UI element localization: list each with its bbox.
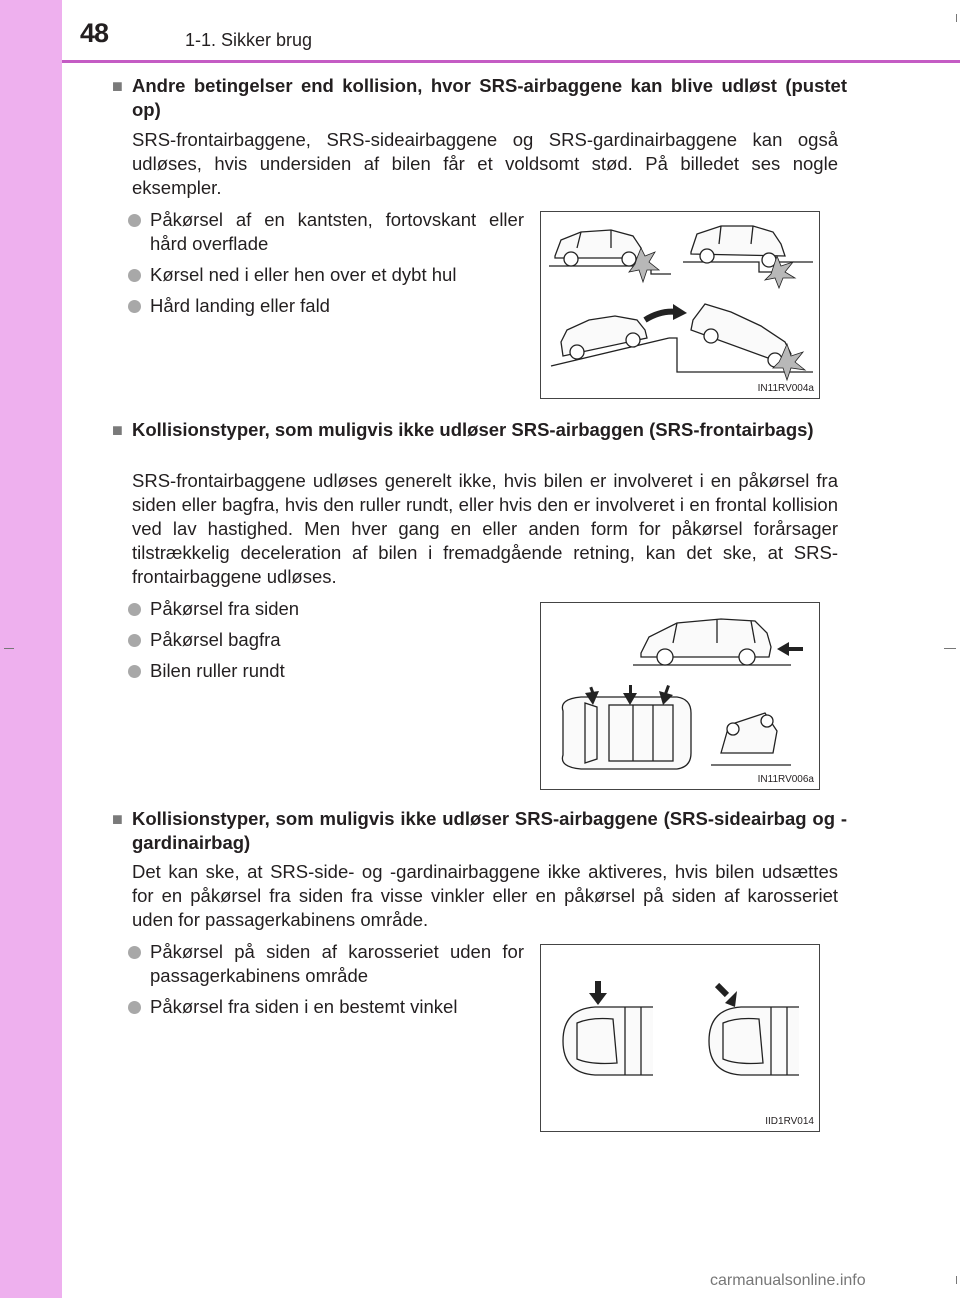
heading-square-icon: ■: [112, 76, 123, 96]
section-paragraph: SRS-frontairbaggene, SRS-sideairbaggene og SRS-gardinairbaggene kan også udløses, hvis undersiden af bilen får et voldsomt stød. På billedet ses nogle eksempler.: [132, 129, 838, 198]
figure-id: IN11RV004a: [757, 383, 814, 394]
crop-mark: [4, 648, 14, 649]
bullet-item: [128, 628, 524, 652]
bullet-item: [128, 263, 524, 287]
bullet-text: Kørsel ned i eller hen over et dybt hul: [150, 264, 457, 285]
bullet-dot-icon: [128, 665, 141, 678]
bullet-text: Påkørsel bagfra: [150, 629, 281, 650]
bullet-dot-icon: [128, 1001, 141, 1014]
figure-side-rear-rollover: [540, 602, 820, 790]
section-heading-text: Kollisionstyper, som muligvis ikke udløser SRS-airbaggen (SRS-frontairbags): [132, 419, 814, 440]
bullet-item: [128, 597, 524, 621]
section-heading: [112, 807, 847, 855]
bullet-text: Hård landing eller fald: [150, 295, 330, 316]
figure-id: IN11RV006a: [757, 774, 814, 785]
crop-mark: [956, 14, 957, 22]
bullet-dot-icon: [128, 269, 141, 282]
bullet-list: [128, 940, 524, 1026]
page-number: 48: [80, 18, 109, 48]
section-heading-text: Andre betingelser end kollision, hvor SRS-airbaggene kan blive udløst (pustet op): [132, 75, 847, 120]
bullet-item: [128, 208, 524, 256]
side-tab-band: [0, 0, 62, 1298]
figure-under-body-impacts: [540, 211, 820, 399]
section-heading: [112, 74, 847, 122]
heading-square-icon: ■: [112, 809, 123, 829]
chapter-title: 1-1. Sikker brug: [185, 30, 313, 50]
header-rule: [62, 60, 960, 63]
bullet-dot-icon: [128, 603, 141, 616]
watermark: carmanualsonline.info: [710, 1272, 866, 1289]
figure-side-angle-impacts: [540, 944, 820, 1132]
side-angle-impact-illustration: [541, 945, 819, 1131]
bullet-dot-icon: [128, 634, 141, 647]
crop-mark: [944, 648, 956, 649]
bullet-item: [128, 940, 524, 988]
bullet-list: [128, 597, 524, 690]
bullet-text: Påkørsel af en kantsten, fortovskant eller hård overflade: [150, 209, 524, 254]
bullet-text: Påkørsel fra siden i en bestemt vinkel: [150, 996, 458, 1017]
heading-square-icon: ■: [112, 420, 123, 440]
bullet-dot-icon: [128, 214, 141, 227]
under-body-impact-illustration: [541, 212, 819, 398]
bullet-dot-icon: [128, 300, 141, 313]
bullet-list: [128, 208, 524, 325]
bullet-dot-icon: [128, 946, 141, 959]
section-paragraph: Det kan ske, at SRS-side- og -gardinairbaggene ikke aktiveres, hvis bilen udsættes for en påkørsel fra siden fra visse vinkler eller en påkørsel på siden af karosseriet uden for passagerkabinens område.: [132, 861, 838, 930]
side-rear-rollover-illustration: [541, 603, 819, 789]
section-paragraph: SRS-frontairbaggene udløses generelt ikke, hvis bilen er involveret i en påkørsel fra siden eller bagfra, hvis den ruller rundt, eller hvis den er involveret i en frontal kollision ved lav hastighed. Men hver gang en eller anden form for påkørsel forårsager tilstrækkelig deceleration af bilen i fremadgående retning, kan det ske, at SRS-frontairbaggene udløses.: [132, 470, 838, 587]
section-heading-text: Kollisionstyper, som muligvis ikke udløser SRS-airbaggene (SRS-sideairbag og -gardinairbag): [132, 808, 847, 853]
section-heading: [112, 418, 847, 442]
bullet-item: [128, 294, 524, 318]
bullet-text: Bilen ruller rundt: [150, 660, 285, 681]
bullet-item: [128, 659, 524, 683]
bullet-text: Påkørsel fra siden: [150, 598, 300, 619]
figure-id: IID1RV014: [765, 1116, 814, 1127]
bullet-item: [128, 995, 524, 1019]
crop-mark: [956, 1276, 957, 1284]
bullet-text: Påkørsel på siden af karosseriet uden for passagerkabinens område: [150, 941, 524, 986]
